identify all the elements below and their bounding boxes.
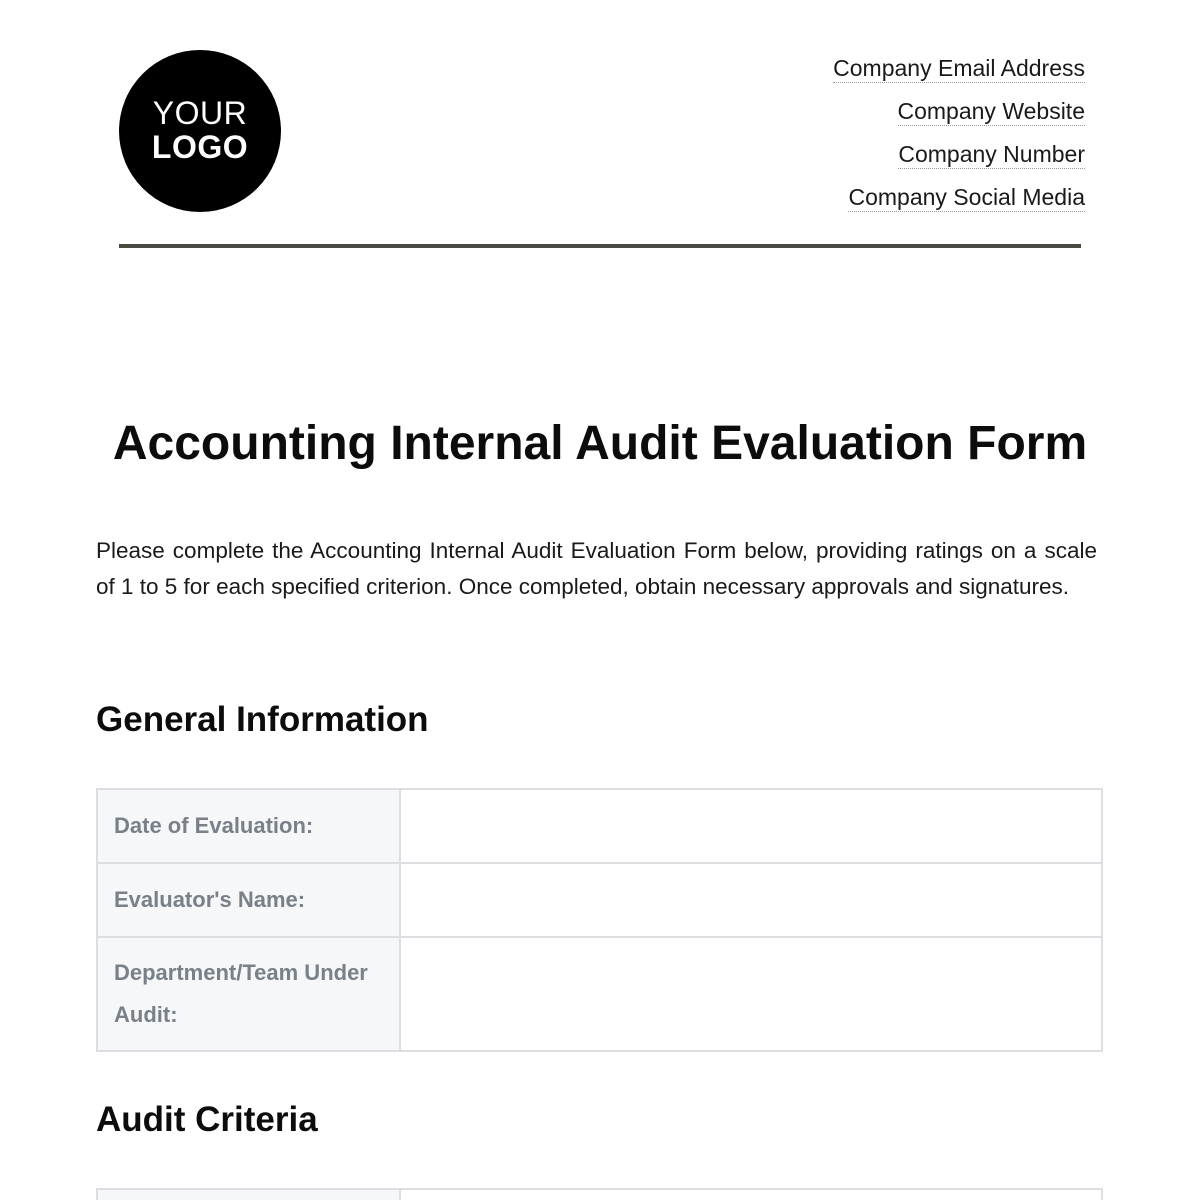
company-number: Company Number xyxy=(898,141,1085,167)
header-divider xyxy=(119,244,1081,248)
logo-text-line2: LOGO xyxy=(151,129,249,165)
company-social-media: Company Social Media xyxy=(848,184,1085,210)
field-label-department-team: Department/Team Under Audit: xyxy=(97,937,400,1051)
general-information-table xyxy=(96,788,1103,1052)
criteria-label-cell xyxy=(98,1190,401,1200)
company-email: Company Email Address xyxy=(833,55,1085,81)
field-input-evaluator-name[interactable] xyxy=(400,863,1102,937)
audit-criteria-table xyxy=(96,1188,1103,1200)
field-input-date-of-evaluation[interactable] xyxy=(400,789,1102,863)
table-row xyxy=(97,937,1102,1051)
table-row xyxy=(97,789,1102,863)
company-website: Company Website xyxy=(897,98,1085,124)
criteria-value-cell[interactable] xyxy=(401,1190,1101,1200)
logo-text-line1: YOUR xyxy=(152,95,248,132)
intro-paragraph: Please complete the Accounting Internal Audit Evaluation Form below, providing ratings on a scale of 1 to 5 for each specified criterion. Once completed, obtain necessary approvals and signatures. xyxy=(96,538,1097,599)
section-heading-audit-criteria: Audit Criteria xyxy=(96,1100,318,1139)
field-input-department-team[interactable] xyxy=(400,937,1102,1051)
field-label-evaluator-name: Evaluator's Name: xyxy=(97,863,400,937)
document-title: Accounting Internal Audit Evaluation Form xyxy=(112,417,1088,470)
section-heading-general-information: General Information xyxy=(96,700,429,739)
table-row xyxy=(97,863,1102,937)
company-logo xyxy=(119,50,281,212)
company-contact-block xyxy=(833,54,1085,226)
field-label-date-of-evaluation: Date of Evaluation: xyxy=(97,789,400,863)
